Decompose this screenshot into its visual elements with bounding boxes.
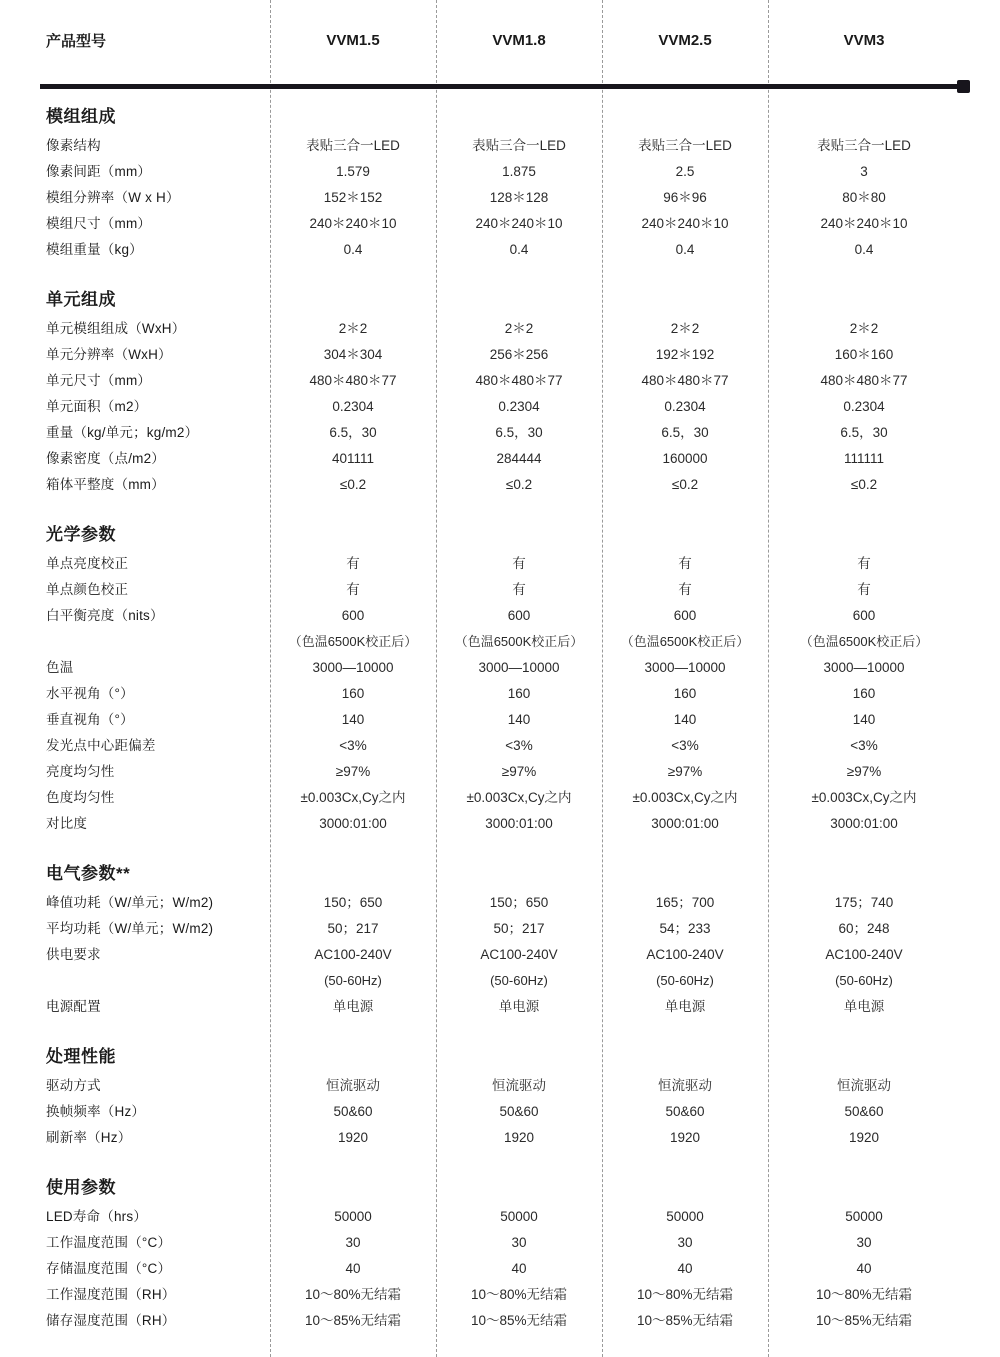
row-value-4: <3%: [850, 738, 878, 753]
row-value-3: 40: [677, 1261, 693, 1276]
row-label: 单元尺寸（mm）: [46, 373, 152, 388]
row-label: LED寿命（hrs）: [46, 1209, 148, 1224]
row-value-1: AC100-240V: [314, 947, 392, 962]
row-value-4: 50000: [845, 1209, 883, 1224]
table-row: [40, 577, 960, 603]
table-row: [40, 942, 960, 968]
row-label: 存储温度范围（°C）: [46, 1261, 172, 1276]
row-value-3: 6.5，30: [661, 425, 709, 440]
row-label: 模组重量（kg）: [46, 242, 143, 257]
table-row: [40, 785, 960, 811]
row-value-2: 1920: [503, 1130, 535, 1145]
section-title-filler: [436, 263, 602, 316]
section-title-filler: [270, 837, 436, 890]
header-cell-model-3: VVM2.5: [658, 31, 712, 49]
row-value-3: ±0.003Cx,Cy之内: [632, 790, 738, 805]
row-label: 单点颜色校正: [46, 582, 129, 597]
row-label: 工作温度范围（°C）: [46, 1235, 172, 1250]
row-label: 模组分辨率（W x H）: [46, 190, 180, 205]
section-title-filler: [436, 837, 602, 890]
row-value-3: 30: [677, 1235, 693, 1250]
row-value-4: (50-60Hz): [835, 973, 893, 988]
row-value-2: 6.5，30: [495, 425, 543, 440]
row-value-4: 240＊240＊10: [820, 216, 908, 231]
row-value-1: 140: [341, 712, 365, 727]
row-label: 色温: [46, 660, 74, 675]
table-row: [40, 133, 960, 159]
section-title-filler: [768, 80, 960, 133]
row-value-1: 恒流驱动: [326, 1078, 380, 1093]
row-label: 平均功耗（W/单元；W/m2): [46, 921, 214, 936]
row-value-2: 50000: [500, 1209, 538, 1224]
section-title-filler: [270, 498, 436, 551]
row-value-4: 60；248: [838, 921, 890, 936]
section-title-row: [40, 80, 960, 133]
row-value-4: 10～85%无结霜: [815, 1313, 913, 1328]
table-row: [40, 655, 960, 681]
row-value-4: 2＊2: [849, 321, 879, 336]
row-value-1: 1.579: [336, 164, 370, 179]
row-value-4: 有: [857, 556, 871, 571]
row-value-2: 128＊128: [489, 190, 549, 205]
header-cell-model-2: VVM1.8: [492, 31, 546, 49]
row-value-1: 10～80%无结霜: [304, 1287, 402, 1302]
row-value-4: 600: [852, 608, 876, 623]
row-value-1: ±0.003Cx,Cy之内: [300, 790, 406, 805]
section-title-row: [40, 1020, 960, 1073]
table-row: [40, 1282, 960, 1308]
row-value-3: AC100-240V: [646, 947, 724, 962]
section-title-row: [40, 263, 960, 316]
section-title-filler: [602, 263, 768, 316]
row-value-4: 50&60: [844, 1104, 884, 1119]
row-value-2: 单电源: [498, 999, 540, 1014]
row-label: 单点亮度校正: [46, 556, 129, 571]
table-row: [40, 707, 960, 733]
row-value-1: ≤0.2: [339, 477, 367, 492]
row-value-2: 0.4: [509, 242, 529, 257]
row-value-4: 单电源: [843, 999, 885, 1014]
specification-table: [40, 0, 960, 1334]
row-label: 色度均匀性: [46, 790, 115, 805]
table-row: [40, 994, 960, 1020]
row-label: 驱动方式: [46, 1078, 101, 1093]
row-value-3: ≥97%: [667, 764, 703, 779]
row-value-4: 480＊480＊77: [820, 373, 908, 388]
row-value-3: 10～85%无结霜: [636, 1313, 734, 1328]
section-title-filler: [768, 1020, 960, 1073]
row-value-2: 50；217: [493, 921, 545, 936]
row-label: 换帧频率（Hz）: [46, 1104, 146, 1119]
row-label: 储存湿度范围（RH）: [46, 1313, 176, 1328]
row-value-4: 111111: [843, 451, 885, 466]
row-value-1: 3000:01:00: [319, 816, 387, 831]
table-row: [40, 159, 960, 185]
section-title-row: [40, 1151, 960, 1204]
row-value-4: 1920: [848, 1130, 880, 1145]
row-label: 对比度: [46, 816, 88, 831]
table-row: [40, 1308, 960, 1334]
section-title-row: [40, 837, 960, 890]
table-row: [40, 446, 960, 472]
row-value-3: 2＊2: [670, 321, 700, 336]
row-value-3: 0.2304: [664, 399, 706, 414]
row-value-4: 3000—10000: [823, 660, 905, 675]
section-title-filler: [436, 80, 602, 133]
table-row: [40, 1073, 960, 1099]
row-value-2: (50-60Hz): [490, 973, 548, 988]
row-value-1: 40: [345, 1261, 361, 1276]
row-value-1: ≥97%: [335, 764, 371, 779]
section-title: 电气参数**: [46, 864, 131, 883]
row-label: 电源配置: [46, 999, 101, 1014]
row-value-4: ≥97%: [846, 764, 882, 779]
header-rule-spacer: [40, 72, 960, 80]
row-value-4: ≤0.2: [850, 477, 878, 492]
row-value-2: 284444: [496, 451, 542, 466]
section-title: 模组组成: [46, 107, 116, 126]
row-label: [40, 968, 270, 994]
table-row: [40, 185, 960, 211]
table-row: [40, 316, 960, 342]
row-value-1: 6.5，30: [329, 425, 377, 440]
row-value-3: 160000: [662, 451, 708, 466]
row-value-1: 50；217: [327, 921, 379, 936]
table-row: [40, 211, 960, 237]
table-row: [40, 968, 960, 994]
row-value-4: AC100-240V: [825, 947, 903, 962]
section-title-filler: [602, 80, 768, 133]
row-value-4: ±0.003Cx,Cy之内: [811, 790, 917, 805]
row-value-3: 有: [678, 556, 692, 571]
row-value-3: 160: [673, 686, 697, 701]
row-value-2: AC100-240V: [480, 947, 558, 962]
table-row: [40, 1256, 960, 1282]
row-value-1: 160: [341, 686, 365, 701]
row-value-4: 30: [856, 1235, 872, 1250]
table-row: [40, 237, 960, 263]
row-value-4: 160: [852, 686, 876, 701]
row-value-2: （色温6500K校正后）: [454, 634, 584, 649]
row-value-3: 192＊192: [655, 347, 715, 362]
row-label: 发光点中心距偏差: [46, 738, 156, 753]
section-title-filler: [436, 1020, 602, 1073]
row-value-1: 50000: [334, 1209, 372, 1224]
row-value-2: 480＊480＊77: [475, 373, 563, 388]
table-row: [40, 603, 960, 629]
row-value-1: <3%: [339, 738, 367, 753]
row-label: 水平视角（°）: [46, 686, 134, 701]
row-value-1: （色温6500K校正后）: [288, 634, 418, 649]
section-title: 光学参数: [46, 525, 116, 544]
table-row: [40, 629, 960, 655]
row-label: 像素结构: [46, 138, 101, 153]
row-value-4: 40: [856, 1261, 872, 1276]
row-value-1: (50-60Hz): [324, 973, 382, 988]
row-label: 工作湿度范围（RH）: [46, 1287, 176, 1302]
row-label: 模组尺寸（mm）: [46, 216, 152, 231]
row-value-1: 单电源: [332, 999, 374, 1014]
row-label: 垂直视角（°）: [46, 712, 134, 727]
table-row: [40, 472, 960, 498]
row-label: 像素密度（点/m2）: [46, 451, 166, 466]
table-row: [40, 394, 960, 420]
row-value-3: ≤0.2: [671, 477, 699, 492]
row-value-2: ±0.003Cx,Cy之内: [466, 790, 572, 805]
header-cell-model-4: VVM3: [843, 31, 885, 49]
row-value-3: 恒流驱动: [658, 1078, 712, 1093]
row-value-3: 96＊96: [663, 190, 707, 205]
row-value-1: 480＊480＊77: [309, 373, 397, 388]
row-value-3: <3%: [671, 738, 699, 753]
row-value-2: ≥97%: [501, 764, 537, 779]
row-value-4: 175；740: [834, 895, 894, 910]
row-value-3: （色温6500K校正后）: [620, 634, 750, 649]
row-value-3: 3000:01:00: [651, 816, 719, 831]
row-value-2: 10～85%无结霜: [470, 1313, 568, 1328]
row-value-1: 有: [346, 556, 360, 571]
row-value-2: 160: [507, 686, 531, 701]
table-row: [40, 420, 960, 446]
row-value-1: 1920: [337, 1130, 369, 1145]
header-rule-spacer-cell: [40, 72, 960, 80]
section-title-filler: [768, 1151, 960, 1204]
row-value-1: 600: [341, 608, 365, 623]
row-label: 白平衡亮度（nits）: [46, 608, 164, 623]
row-value-2: 30: [511, 1235, 527, 1250]
row-value-2: 600: [507, 608, 531, 623]
row-label: 供电要求: [46, 947, 101, 962]
row-value-4: 0.4: [854, 242, 874, 257]
table-row: [40, 890, 960, 916]
row-value-4: 10～80%无结霜: [815, 1287, 913, 1302]
row-label: 单元模组组成（WxH）: [46, 321, 186, 336]
table-row: [40, 1099, 960, 1125]
table-row: [40, 916, 960, 942]
header-cell-model-label: 产品型号: [46, 32, 107, 50]
row-label: [40, 629, 270, 655]
row-value-3: 3000—10000: [644, 660, 726, 675]
row-value-2: 140: [507, 712, 531, 727]
section-title: 处理性能: [46, 1047, 116, 1066]
table-row: [40, 342, 960, 368]
table-row: [40, 368, 960, 394]
row-value-4: （色温6500K校正后）: [799, 634, 929, 649]
section-title-filler: [270, 1151, 436, 1204]
section-title-filler: [270, 1020, 436, 1073]
section-title-filler: [602, 837, 768, 890]
row-value-2: 2＊2: [504, 321, 534, 336]
section-title-filler: [768, 498, 960, 551]
table-row: [40, 1125, 960, 1151]
row-value-3: 600: [673, 608, 697, 623]
row-value-1: 有: [346, 582, 360, 597]
section-title-filler: [602, 1020, 768, 1073]
row-value-3: 165；700: [655, 895, 715, 910]
row-value-1: 240＊240＊10: [309, 216, 397, 231]
row-value-2: 40: [511, 1261, 527, 1276]
table-row: [40, 811, 960, 837]
row-value-1: 0.4: [343, 242, 363, 257]
row-value-3: 480＊480＊77: [641, 373, 729, 388]
table-row: [40, 551, 960, 577]
row-label: 像素间距（mm）: [46, 164, 152, 179]
row-value-2: 恒流驱动: [492, 1078, 546, 1093]
row-value-2: 表贴三合一LED: [472, 138, 566, 153]
row-value-3: 50&60: [665, 1104, 705, 1119]
row-value-1: 0.2304: [332, 399, 374, 414]
section-title-filler: [436, 1151, 602, 1204]
row-value-3: 单电源: [664, 999, 706, 1014]
row-value-3: 2.5: [675, 164, 695, 179]
row-value-1: 3000—10000: [312, 660, 394, 675]
row-label: 重量（kg/单元；kg/m2）: [46, 425, 199, 440]
row-value-1: 401111: [331, 451, 375, 466]
row-value-2: 有: [512, 582, 526, 597]
row-value-1: 2＊2: [338, 321, 368, 336]
row-value-1: 表贴三合一LED: [306, 138, 400, 153]
row-value-4: 140: [852, 712, 876, 727]
row-label: 亮度均匀性: [46, 764, 115, 779]
section-title-filler: [768, 837, 960, 890]
section-title-filler: [270, 263, 436, 316]
row-value-3: 54；233: [659, 921, 711, 936]
row-value-2: 240＊240＊10: [475, 216, 563, 231]
row-value-2: 10～80%无结霜: [470, 1287, 568, 1302]
row-value-3: (50-60Hz): [656, 973, 714, 988]
row-value-3: 表贴三合一LED: [638, 138, 732, 153]
section-title-filler: [436, 498, 602, 551]
row-value-2: <3%: [505, 738, 533, 753]
row-value-2: 1.875: [502, 164, 536, 179]
section-title-filler: [768, 263, 960, 316]
row-value-4: 有: [857, 582, 871, 597]
table-header-row: [40, 0, 960, 72]
row-value-2: 0.2304: [498, 399, 540, 414]
row-value-2: 有: [512, 556, 526, 571]
section-title: 使用参数: [46, 1178, 116, 1197]
section-title-filler: [602, 1151, 768, 1204]
row-value-2: 50&60: [499, 1104, 539, 1119]
row-label: 单元面积（m2）: [46, 399, 148, 414]
section-title-row: [40, 498, 960, 551]
header-cell-model-1: VVM1.5: [326, 31, 380, 49]
row-value-4: 160＊160: [834, 347, 894, 362]
row-value-3: 50000: [666, 1209, 704, 1224]
row-label: 箱体平整度（mm）: [46, 477, 165, 492]
row-value-4: 恒流驱动: [837, 1078, 891, 1093]
row-value-1: 50&60: [333, 1104, 373, 1119]
section-title-filler: [602, 498, 768, 551]
row-value-3: 10～80%无结霜: [636, 1287, 734, 1302]
row-value-4: 80＊80: [842, 190, 886, 205]
table-row: [40, 681, 960, 707]
row-value-2: 3000—10000: [478, 660, 560, 675]
row-value-1: 30: [345, 1235, 361, 1250]
row-value-1: 150；650: [323, 895, 383, 910]
row-value-4: 6.5，30: [840, 425, 888, 440]
row-value-4: 0.2304: [843, 399, 885, 414]
row-value-2: ≤0.2: [505, 477, 533, 492]
table-row: [40, 1204, 960, 1230]
section-title: 单元组成: [46, 290, 116, 309]
table-row: [40, 733, 960, 759]
row-label: 单元分辨率（WxH）: [46, 347, 172, 362]
row-value-1: 152＊152: [323, 190, 383, 205]
row-value-4: 3: [860, 164, 868, 179]
row-value-4: 表贴三合一LED: [817, 138, 911, 153]
row-value-1: 304＊304: [323, 347, 383, 362]
row-value-4: 3000:01:00: [830, 816, 898, 831]
row-value-1: 10～85%无结霜: [304, 1313, 402, 1328]
table-row: [40, 759, 960, 785]
row-value-3: 有: [678, 582, 692, 597]
row-value-2: 3000:01:00: [485, 816, 553, 831]
table-row: [40, 1230, 960, 1256]
row-value-2: 256＊256: [489, 347, 549, 362]
row-label: 刷新率（Hz）: [46, 1130, 132, 1145]
row-label: 峰值功耗（W/单元；W/m2): [46, 895, 214, 910]
row-value-3: 140: [673, 712, 697, 727]
row-value-3: 0.4: [675, 242, 695, 257]
section-title-filler: [270, 80, 436, 133]
row-value-2: 150；650: [489, 895, 549, 910]
row-value-3: 240＊240＊10: [641, 216, 729, 231]
row-value-3: 1920: [669, 1130, 701, 1145]
